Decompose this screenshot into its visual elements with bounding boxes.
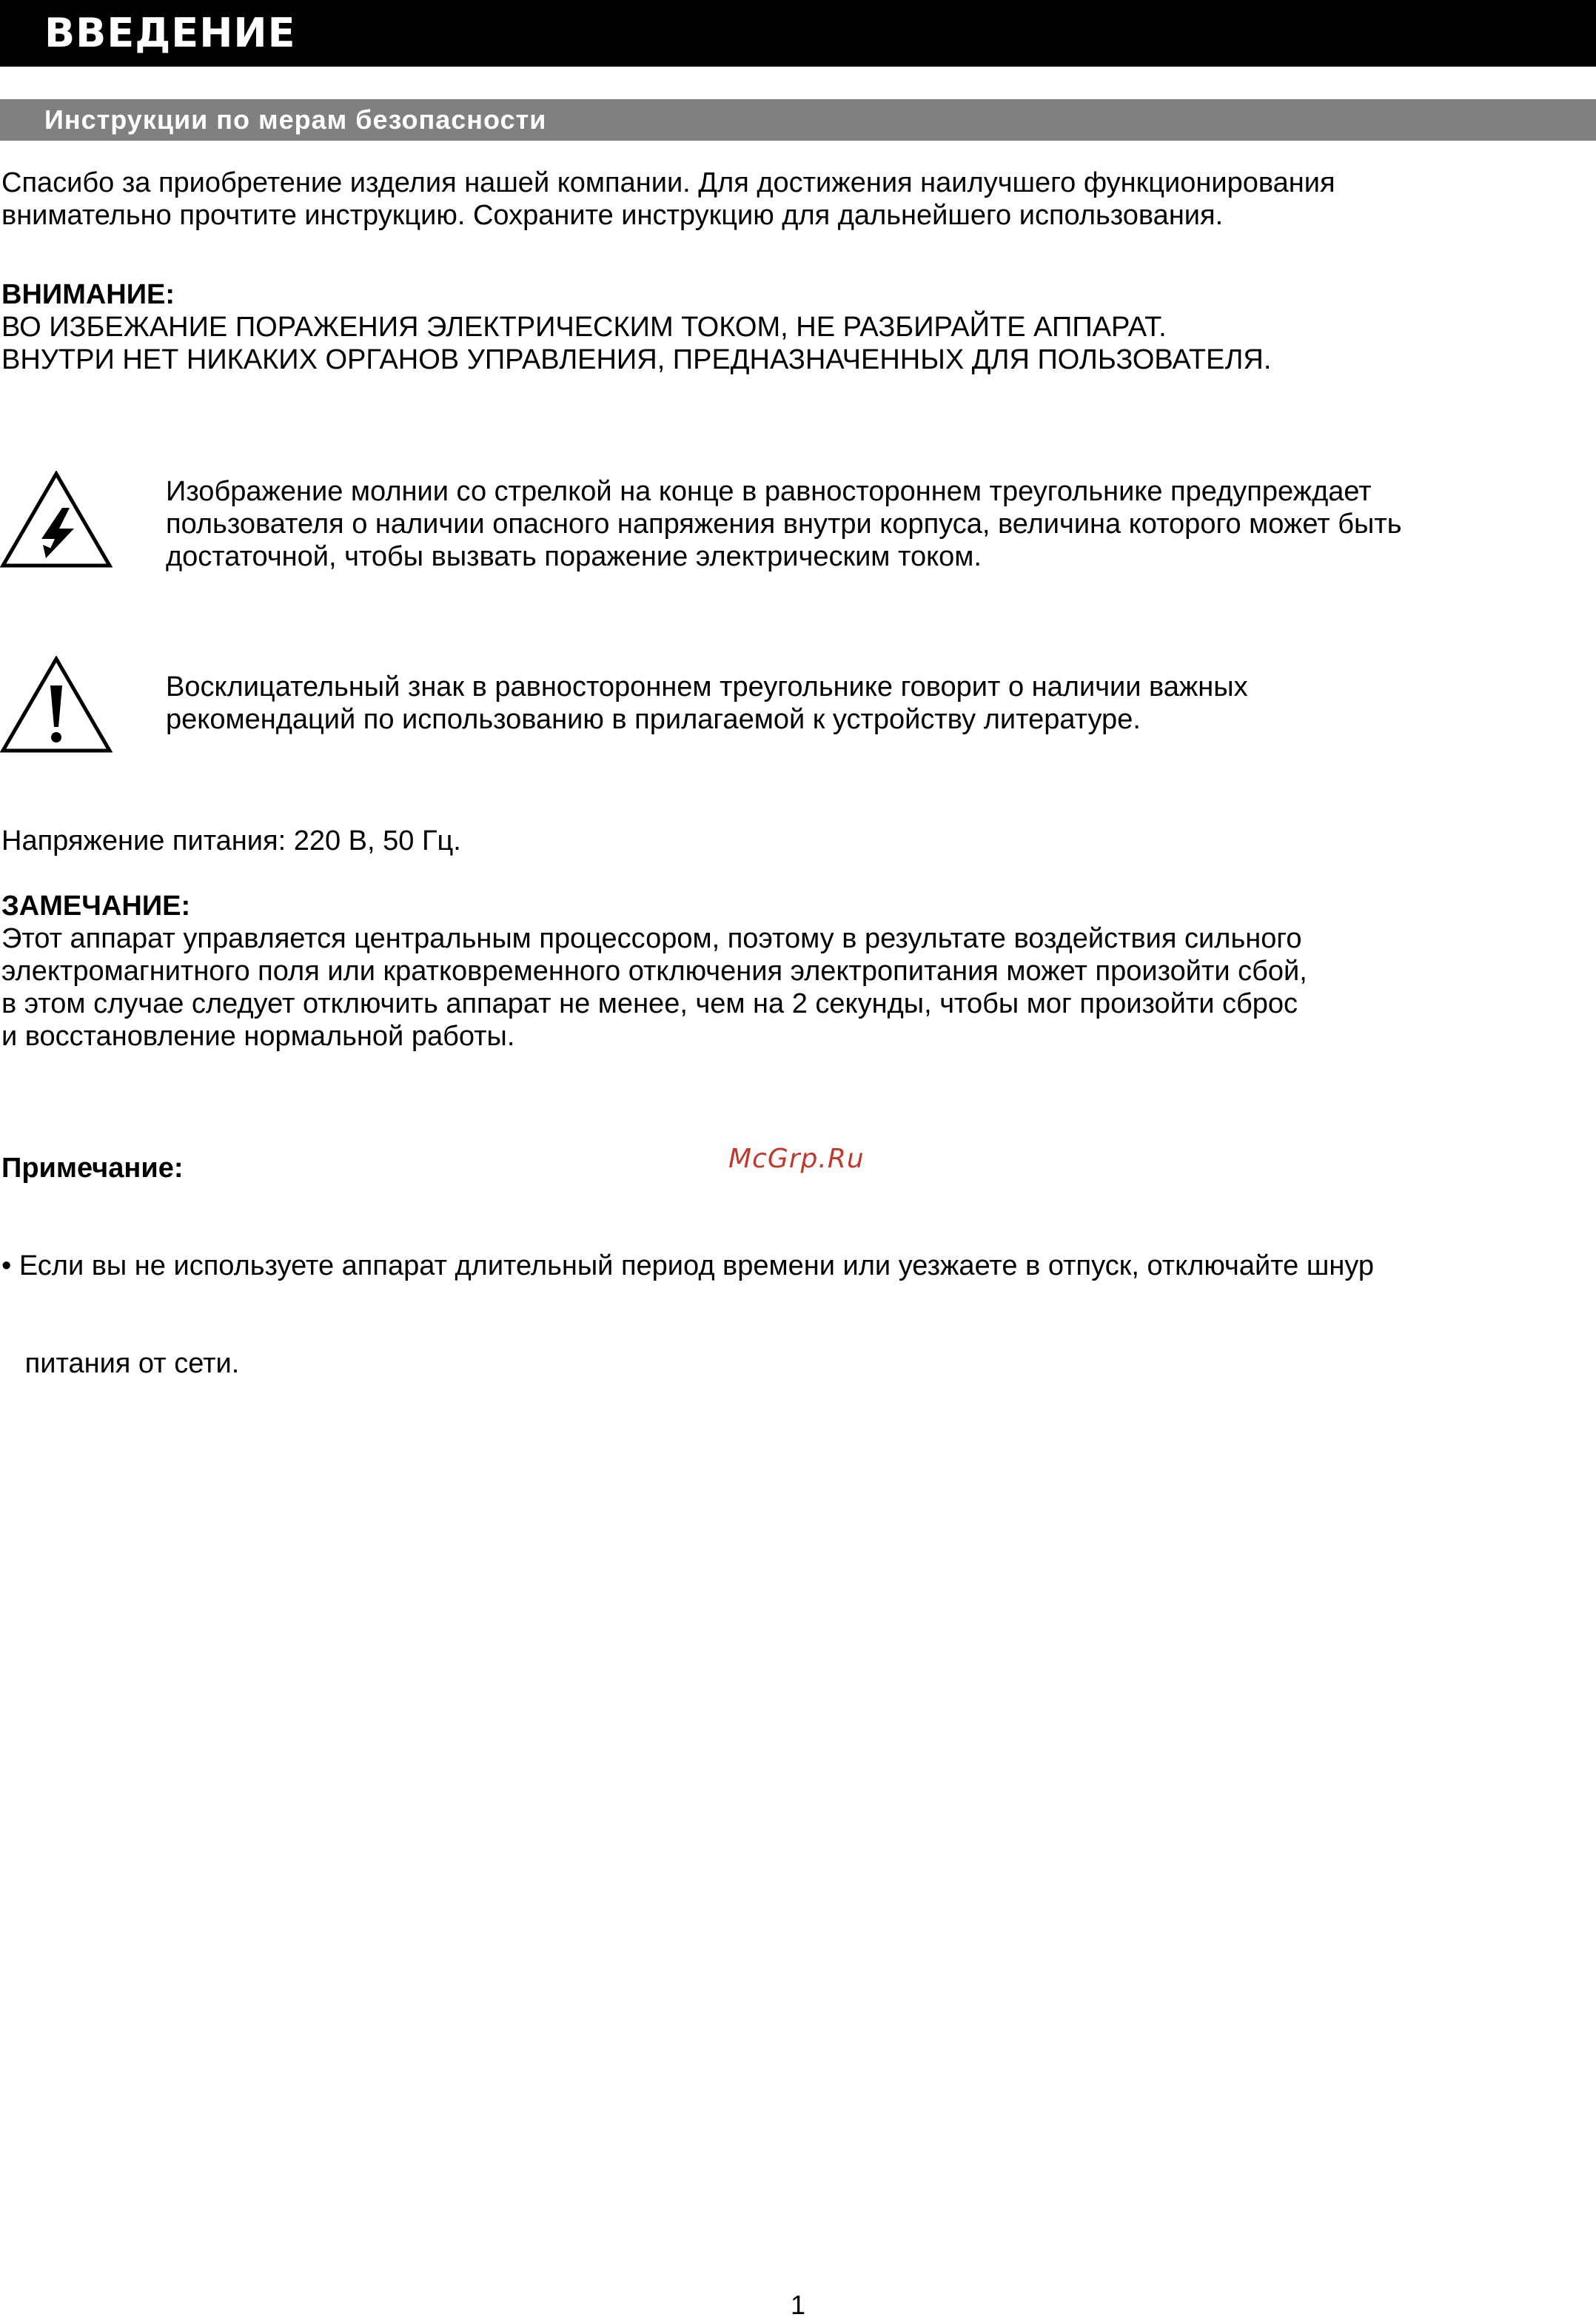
warning-line: ВНУТРИ НЕТ НИКАКИХ ОРГАНОВ УПРАВЛЕНИЯ, ПРЕДНАЗНАЧЕННЫХ ДЛЯ ПОЛЬЗОВАТЕЛЯ. <box>1 344 1272 375</box>
title-bar <box>0 0 1596 67</box>
exclamation-line: рекомендаций по использованию в прилагаемой к устройству литературе. <box>166 704 1141 735</box>
watermark: McGrp.Ru <box>728 1144 865 1174</box>
remark-heading: ЗАМЕЧАНИЕ: <box>1 891 191 922</box>
lightning-line: пользователя о наличии опасного напряжения внутри корпуса, величина которого может быть <box>166 509 1402 540</box>
note-line: • Если вы не используете аппарат длительный период времени или уезжаете в отпуск, отключайте шнур <box>1 1250 1375 1281</box>
section-header-bar <box>0 99 1596 141</box>
exclamation-description <box>166 671 1580 736</box>
remark-block <box>1 890 1571 1053</box>
page-number: 1 <box>791 2290 806 2320</box>
exclamation-line: Восклицательный знак в равностороннем треугольнике говорит о наличии важных <box>166 671 1248 703</box>
lightning-line: Изображение молнии со стрелкой на конце в равностороннем треугольнике предупреждает <box>166 476 1372 507</box>
warning-heading: ВНИМАНИЕ: <box>1 279 175 310</box>
intro-line: внимательно прочтите инструкцию. Сохраните инструкцию для дальнейшего использования. <box>1 200 1224 231</box>
lightning-line: достаточной, чтобы вызвать поражение электрическим током. <box>166 541 982 572</box>
lightning-description <box>166 475 1580 573</box>
lightning-warning-icon <box>0 471 113 569</box>
exclamation-warning-icon <box>0 656 113 754</box>
remark-line: электромагнитного поля или кратковременного отключения электропитания может произойти сбой, <box>1 956 1307 987</box>
note-block <box>1 1087 1571 1412</box>
page-title: ВВЕДЕНИЕ <box>44 10 296 56</box>
remark-line: в этом случае следует отключить аппарат не менее, чем на 2 секунды, чтобы мог произойти сброс <box>1 988 1298 1019</box>
intro-paragraph <box>1 167 1571 232</box>
warning-line: ВО ИЗБЕЖАНИЕ ПОРАЖЕНИЯ ЭЛЕКТРИЧЕСКИМ ТОКОМ, НЕ РАЗБИРАЙТЕ АППАРАТ. <box>1 312 1167 343</box>
section-title: Инструкции по мерам безопасности <box>44 104 547 135</box>
note-line: питания от сети. <box>1 1348 240 1379</box>
remark-line: Этот аппарат управляется центральным процессором, поэтому в результате воздействия сильного <box>1 923 1302 954</box>
note-heading: Примечание: <box>1 1153 184 1184</box>
remark-line: и восстановление нормальной работы. <box>1 1021 515 1052</box>
power-text: Напряжение питания: 220 В, 50 Гц. <box>1 825 461 856</box>
power-spec <box>1 825 1571 857</box>
intro-line: Спасибо за приобретение изделия нашей компании. Для достижения наилучшего функционирования <box>1 167 1335 198</box>
warning-block <box>1 278 1571 376</box>
